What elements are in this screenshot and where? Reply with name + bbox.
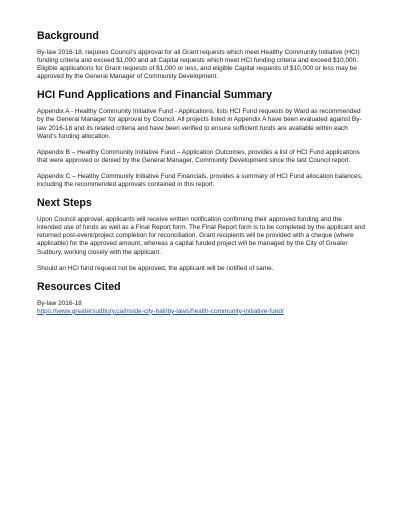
not-approved-paragraph: Should an HCI fund request not be approved, the applicant will be notified of same. [37,264,274,272]
resources-section [37,281,367,316]
resources-heading: Resources Cited [37,280,121,293]
approval-process-paragraph: Upon Council approval, applicants will receive written notification confirming their approved funding and the intended use of funds as well as a Final Report form. The Final Report form is to be completed by the applicant and returned post-event/project completion for reconciliation. Grant recipients will be provided with a cheque (where applicable) for the approved amount, whereas a capital funded project will be managed by the City of Greater Sudbury, working closely with the applicant. [37,216,366,256]
appendix-c-paragraph: Appendix C – Healthy Community Initiative Fund Financials, provides a summary of HCI Fund allocation balances, including the recommended approvals contained in this report. [37,172,363,189]
next-steps-section [37,197,367,273]
hci-fund-heading: HCI Fund Applications and Financial Summary [37,89,273,102]
hci-fund-section [37,89,367,189]
appendix-a-paragraph: Appendix A - Healthy Community Initiative Fund - Applications, lists HCI Fund requests by Ward as recommended by the General Manager for approval by Council. All projects listed in Appendix A have been evaluated against By-law 2016-18 and its related criteria and have been verified to ensure sufficient funds are available within each Ward’s funding allocation. [37,108,362,140]
background-heading: Background [37,30,99,42]
reference-title: By-law 2016-18 [37,299,82,307]
reference-link[interactable]: https://www.greatersudbury.ca/inside-city-hall/by-laws/health-community-initiative-fund/ [37,307,284,315]
document-page [37,30,367,318]
background-paragraph: By-law 2016-18, requires Council’s approval for all Grant requests which meet Healthy Community Initiative (HCI) funding criteria and exceed $1,000 and all Capital requests which meet HCI funding criteria and exceed $10,000. Eligible applications for Grant requests of $1,000 or less, and eligible Capital requests of $10,000 or less may be approved by the General Manager of Community Development. [37,49,360,81]
background-section [37,30,367,81]
appendix-b-paragraph: Appendix B – Healthy Community Initiative Fund – Application Outcomes, provides a list of HCI Fund applications that were approved or denied by the General Manager, Community Development since the last Council report. [37,148,360,164]
next-steps-heading: Next Steps [37,197,92,210]
